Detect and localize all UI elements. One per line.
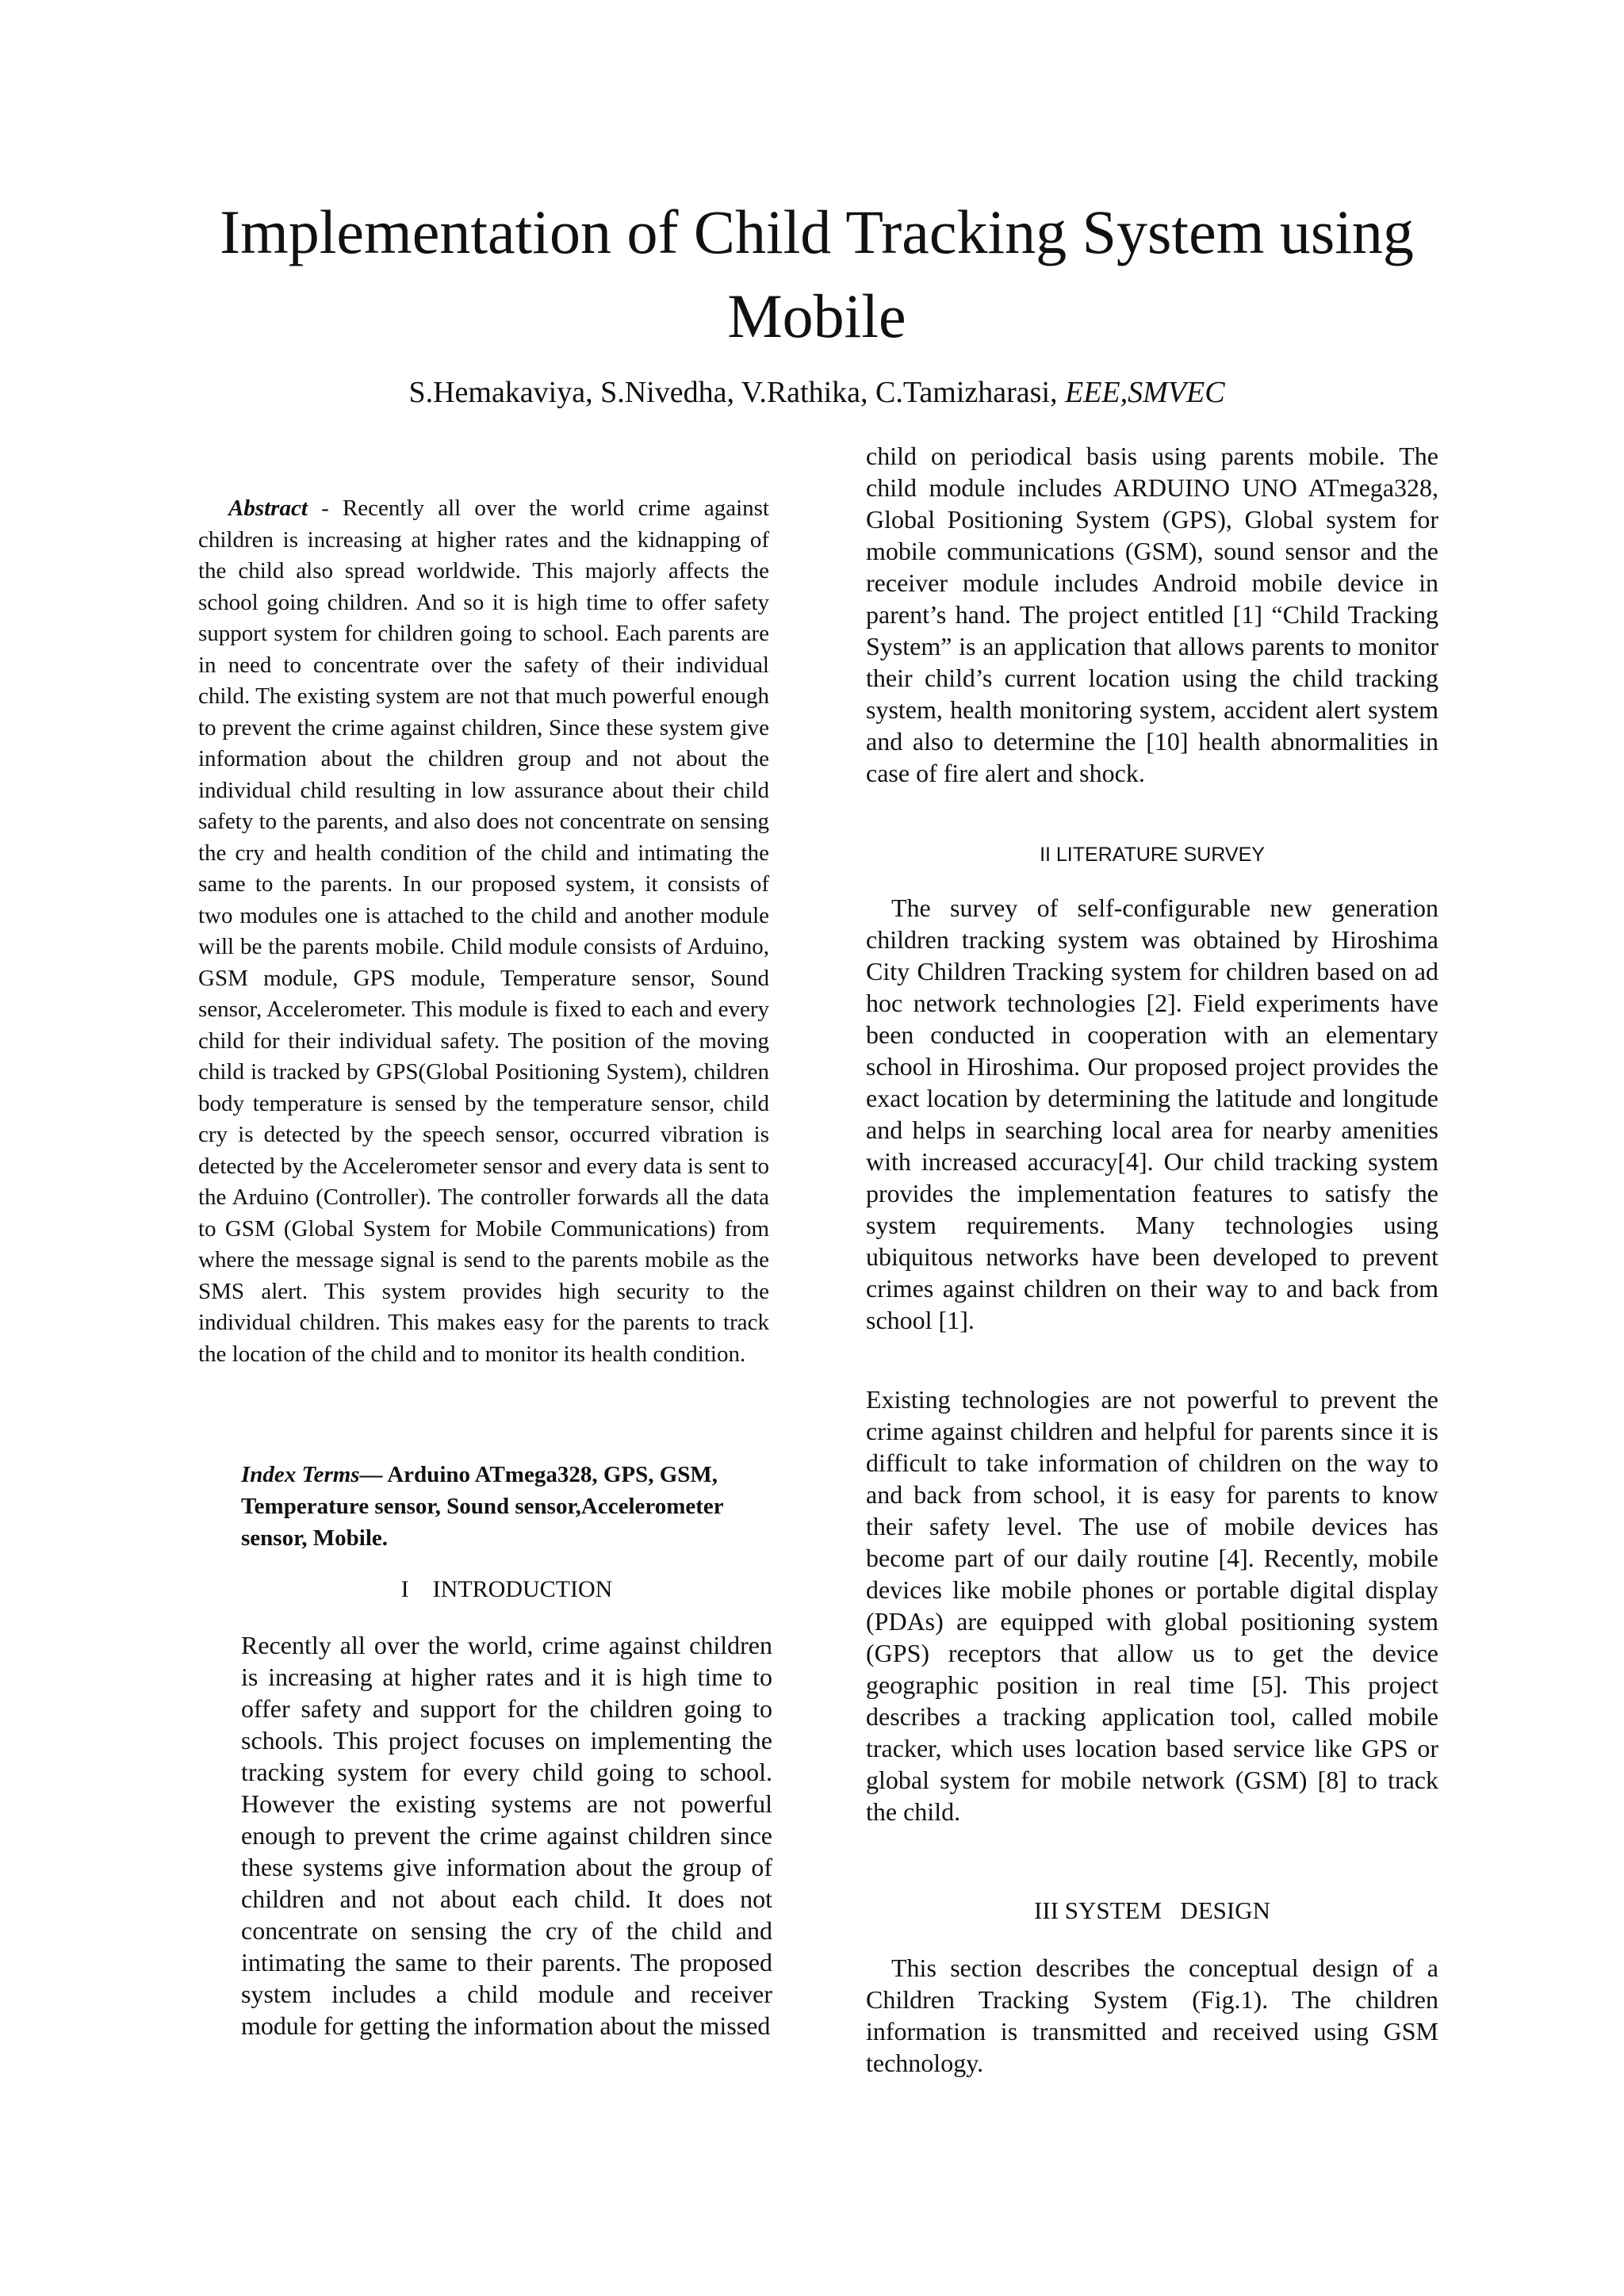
index-terms — [241, 1459, 772, 1554]
literature-survey-paragraph-2: Existing technologies are not powerful to prevent the crime against children and helpful for parents since it is difficult to take information of children on the way to and back from school, it is easy for parents to know their safety level. The use of mobile devices has become part of our daily routine [4]. Recently, mobile devices like mobile phones or portable digital display (PDAs) are equipped with global positioning system (GPS) receptors that allow us to get the device geographic position in real time [5]. This project describes a tracking application tool, called mobile tracker, which uses location based service like GPS or global system for mobile network (GSM) [8] to track the child. — [866, 1385, 1438, 1826]
system-design-text — [866, 1952, 1438, 2079]
author-line — [182, 373, 1451, 412]
system-design-paragraph: This section describes the conceptual design of a Children Tracking System (Fig.1). The children information is transmitted and received using GSM technology. — [866, 1954, 1438, 2077]
section-heading-literature-survey: II LITERATURE SURVEY — [1040, 844, 1265, 866]
abstract-paragraph — [198, 493, 769, 1370]
abstract-body: - Recently all over the world crime against children is increasing at higher rates and the kidnapping of the child also spread worldwide. This majorly affects the school going children. And so it is high time to offer safety support system for children going to school. Each parents are in need to concentrate over the safety of their individual child. The existing system are not that much powerful enough to prevent the crime against children, Since these system give information about the children group and not about the individual child resulting in low assurance about their child safety to the parents, and also does not concentrate on sensing the cry and health condition of the child and intimating the same to the parents. In our proposed system, it consists of two modules one is attached to the child and another module will be the parents mobile. Child module consists of Arduino, GSM module, GPS module, Temperature sensor, Sound sensor, Accelerometer. This module is fixed to each and every child for their individual safety. The position of the moving child is tracked by GPS(Global Positioning System), children body temperature is sensed by the temperature sensor, child cry is detected by the speech sensor, occurred vibration is detected by the Accelerometer sensor and every data is sent to the Arduino (Controller). The controller forwards all the data to GSM (Global System for Mobile Communications) from where the message signal is send to the parents mobile as the SMS alert. This system provides high security to the individual children. This makes easy for the parents to track the location of the child and to monitor its health condition. — [198, 496, 769, 1367]
literature-survey-text — [866, 892, 1438, 1336]
introduction-continued — [866, 440, 1438, 789]
section-heading-introduction: I INTRODUCTION — [400, 1576, 613, 1602]
index-terms-label: Index Terms— — [241, 1462, 383, 1487]
introduction-continued-paragraph: child on periodical basis using parents mobile. The child module includes ARDUINO UNO ATmega328, Global Positioning System (GPS), Global system for mobile communications (GSM), sound sensor and the receiver module includes Android mobile device in parent’s hand. The project entitled [1] “Child Tracking System” is an application that allows parents to monitor their child’s current location using the child tracking system, health monitoring system, accident alert system and also to determine the [10] health abnormalities in case of fire alert and shock. — [866, 442, 1438, 787]
abstract — [198, 493, 769, 1370]
author-affiliation: EEE,SMVEC — [1065, 376, 1225, 409]
abstract-label: Abstract — [228, 496, 308, 521]
introduction-paragraph: Recently all over the world, crime against children is increasing at higher rates and it is high time to offer safety and support for the children going to schools. This project focuses on implementing the tracking system for every child going to school. However the existing systems are not powerful enough to prevent the crime against children since these systems give information about the group of children and not about each child. It does not concentrate on sensing the cry of the child and intimating the same to their parents. The proposed system includes a child module and receiver module for getting the information about the missed — [241, 1631, 772, 2040]
index-terms-body: Arduino ATmega328, GPS, GSM, Temperature sensor, Sound sensor,Accelerometer sensor, Mobile. — [241, 1462, 724, 1551]
literature-survey-paragraph-1: The survey of self-configurable new generation children tracking system was obtained by Hiroshima City Children Tracking system for children based on ad hoc network technologies [2]. Field experiments have been conducted in cooperation with an elementary school in Hiroshima. Our proposed project provides the exact location by determining the latitude and longitude and helps in searching local area for nearby amenities with increased accuracy[4]. Our child tracking system provides the implementation features to satisfy the system requirements. Many technologies using ubiquitous networks have been developed to prevent crimes against children on their way to and back from school [1]. — [866, 894, 1438, 1334]
introduction-text — [241, 1629, 772, 2042]
section-heading-system-design: III SYSTEM DESIGN — [1034, 1896, 1270, 1924]
author-names: S.Hemakaviya, S.Nivedha, V.Rathika, C.Tamizharasi, — [408, 376, 1058, 409]
literature-survey-text-2 — [866, 1383, 1438, 1827]
paper-title: Implementation of Child Tracking System using Mobile — [220, 197, 1414, 350]
